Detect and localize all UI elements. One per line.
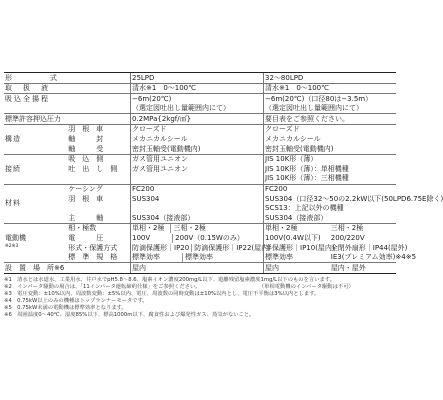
impeller-large: クローズド	[264, 124, 397, 134]
standard-small-three: 標準効率	[182, 253, 213, 262]
table-row	[4, 94, 396, 104]
discharge-small: ガス管用ユニオン	[131, 164, 264, 174]
footnote: ※2 インバータ駆動の場合は、「11インバータ運転締約仕様」をご参照ください。 （単相電動機のインバータ駆動は不可）	[4, 283, 354, 290]
voltage-small-single: 100V	[132, 234, 151, 242]
suction-large: JIS 10K形（薄）	[264, 154, 397, 164]
casing-large: FC200	[264, 184, 397, 194]
suction-head-label: 吸込全揚程	[5, 94, 50, 103]
form-label: 形式・保護方式	[68, 243, 118, 252]
fluid-large: 清水※1 0〜100℃	[264, 83, 397, 94]
impeller-label: 羽 根 車	[68, 125, 104, 134]
pressure-label: 標準許容押込圧力	[4, 114, 131, 125]
form-small-three: 防滴保護形｜IP22(屋内)	[191, 244, 271, 253]
connection-group: 接続	[4, 154, 67, 184]
form-large-three: 全閉外扇形｜IP44(屋外)	[330, 243, 408, 252]
phase-large-three: 三相・2極	[330, 224, 364, 233]
bearing-label: 軸 受	[67, 144, 130, 154]
suction-head-small-note: （選定図吐出し量範囲内にて）	[131, 104, 264, 114]
suction-small: ガス管用ユニオン	[131, 154, 264, 164]
model-large: 32〜80LPD	[264, 73, 397, 84]
voltage-label: 電 圧	[68, 234, 104, 242]
suction-label: 吸 込 側	[68, 155, 104, 164]
voltage-small-three: 200V（0.15Wのみ）	[172, 234, 244, 243]
table-row	[4, 124, 396, 134]
phase-small-single: 単相・2極	[132, 224, 165, 233]
footnote: ※5 0.75kW未満の電動機は標準効率となります。	[4, 305, 127, 312]
footnote: ※3 電圧変動：±10%以内、周波数変動：±5%以内、電圧、周波数の同時変動は±10%以内とし、電圧不平衡は3%以内とします。	[4, 291, 320, 298]
seal-large: メカニカルシール	[264, 135, 397, 145]
material-impeller-label: 羽 根 車	[68, 194, 104, 203]
model-label: 形 式	[4, 73, 131, 84]
casing-small: FC200	[131, 184, 264, 194]
discharge-large-three: JIS 10K形（薄）：三相機種	[264, 174, 397, 184]
material-impeller-small: SUS304	[131, 194, 264, 204]
suction-head-large: −6m(20℃)（口径80は−3.5m）	[264, 94, 397, 104]
shaft-large: SUS304（接液部）	[264, 213, 397, 223]
voltage-large-three: 200/220V	[330, 234, 365, 242]
standard-small-single: 標準効率	[132, 253, 160, 262]
suction-head-large-note: （選定図吐出し量範囲内にて）	[264, 104, 397, 114]
shaft-small: SUS304（接液部）	[131, 213, 264, 223]
footnote: ※4 0.75kW以上のみの機種はトップランナーモータです。	[4, 298, 148, 305]
table-row	[4, 184, 396, 194]
phase-small-three: 三相・2極	[170, 224, 205, 233]
structure-group: 構造	[4, 124, 67, 154]
form-large-single: 半保護形｜IP10(屋内)	[265, 243, 335, 252]
bearing-large: 密封玉軸受(電動機内)	[264, 144, 397, 154]
material-impeller-large-a: SUS304（口径32〜50の2.2kW以下(50LPD6.75E除く)	[265, 194, 443, 203]
table-row	[4, 73, 396, 84]
install-large-single: 屋内	[264, 263, 330, 274]
impeller-small: クローズド	[131, 124, 264, 134]
table-row	[4, 154, 396, 164]
casing-label: ケーシング	[68, 185, 103, 194]
install-small: 屋内	[131, 263, 264, 274]
table-row	[4, 223, 396, 233]
table-row	[4, 263, 396, 274]
fluid-small: 清水※1 0〜100℃	[131, 83, 264, 94]
table-row	[4, 83, 396, 94]
discharge-label: 吐 出 し 側	[68, 164, 118, 173]
motor-group: 電動機	[5, 234, 26, 242]
seal-small: メカニカルシール	[131, 135, 264, 145]
standard-large-single: 標準効率	[264, 253, 330, 263]
install-label: 設 置 場 所※6	[4, 263, 131, 274]
phase-large-single: 単相・2極	[264, 223, 330, 233]
footnote: ※1 清水とは水道水、工業用水、井戸水でpH5.8〜8.6、塩素イオン濃度200mg/L以下、遊離残留塩素濃度1mg/L以下のものを言います。	[4, 276, 335, 283]
standard-large-three: IE3(プレミアム効率)※4※5	[330, 253, 417, 262]
install-large-three: 屋内・屋外	[330, 263, 396, 274]
fluid-label: 取 扱 液	[4, 83, 131, 94]
pressure-small: 0.2MPa{2kgf/㎠}	[131, 114, 264, 125]
footnote: ※6 周囲温度0〜40℃、湿度85%以下、標高1000m以下、腐食性および爆発性ガス、蒸気がないこと。	[4, 312, 255, 319]
form-small-single: 防滴保護形｜IP20	[132, 243, 190, 252]
shaft-label: 主 軸	[67, 213, 130, 223]
standard-label: 標 準 規 格	[67, 253, 130, 263]
seal-label: 軸 封	[68, 135, 104, 144]
motor-group-note: ※2※3	[5, 243, 19, 249]
bearing-small: 密封玉軸受(電動機内)	[131, 144, 264, 154]
table-row	[4, 114, 396, 125]
model-small: 25LPD	[131, 73, 264, 84]
phase-label: 相・極数	[68, 224, 97, 233]
spec-sheet	[0, 72, 443, 319]
table-row	[4, 104, 396, 114]
suction-head-small: −6m(20℃)	[131, 94, 264, 104]
material-group: 材料	[4, 184, 67, 223]
material-impeller-large-b: SCS13：上記以外の機種	[264, 204, 397, 214]
discharge-large-single: JIS 10K形（薄）：単相機種	[264, 164, 397, 174]
pressure-large: 要目表をご参照ください。	[264, 114, 397, 125]
spec-table	[4, 72, 443, 274]
footnotes	[4, 277, 396, 320]
voltage-large-single: 100V(0.4W以下)	[264, 234, 330, 244]
